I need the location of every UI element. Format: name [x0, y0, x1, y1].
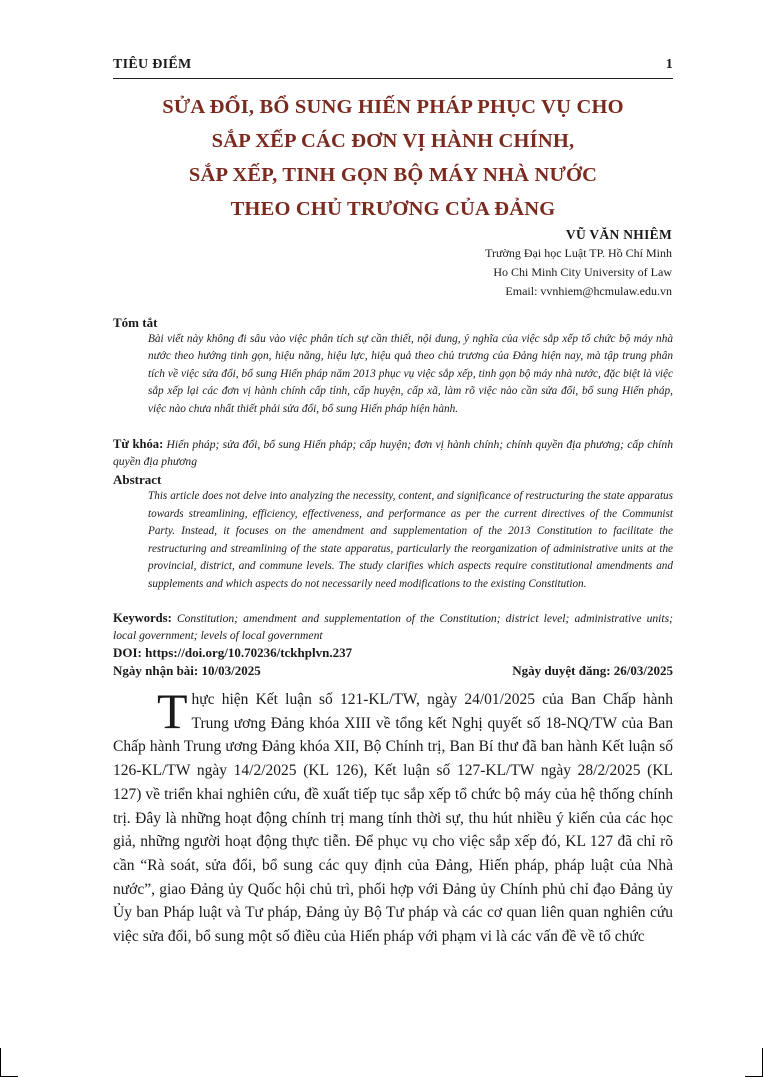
body-paragraph: hực hiện Kết luận số 121-KL/TW, ngày 24/01/2025 của Ban Chấp hành Trung ương Đảng khóa XIII về tổng kết Nghị quyết số 18-NQ/TW của Ban Chấp hành Trung ương Đảng khóa XII, Bộ Chính trị, Ban Bí thư đã ban hành Kết luận số 126-KL/TW ngày 14/2/2025 (KL 126), Kết luận số 127-KL/TW ngày 28/2/2025 (KL 127) về triển khai nghiên cứu, đề xuất tiếp tục sắp xếp tổ chức bộ máy của hệ thống chính trị. Đây là những hoạt động chính trị mang tính thời sự, thu hút nhiều ý kiến của các học giả, những người hoạt động thực tiễn. Để phục vụ cho việc sắp xếp đó, KL 127 đã chỉ rõ cần “Rà soát, sửa đổi, bổ sung các quy định của Đảng, Hiến pháp, pháp luật của Nhà nước”, giao Đảng ủy Quốc hội chủ trì, phối hợp với Đảng ủy Chính phủ chỉ đạo Đảng ủy Ủy ban Pháp luật và Tư pháp, Đảng ủy Bộ Tư pháp và các cơ quan liên quan nghiên cứu việc sửa đổi, bổ sung một số điều của Hiến pháp với phạm vi là các vấn đề về tổ chức — [113, 691, 673, 946]
keywords-vi-label: Từ khóa: — [113, 437, 164, 451]
dates-row — [113, 662, 673, 680]
author-block — [252, 226, 672, 301]
summary-text: Bài viết này không đi sâu vào việc phân tích sự cần thiết, nội dung, ý nghĩa của việc sắp xếp tổ chức bộ máy nhà nước theo hướng tinh gọn, hiệu năng, hiệu lực, hiệu quả theo chủ trương của Đảng hiện nay, mà tập trung phân tích về việc sửa đổi, bổ sung Hiến pháp năm 2013 phục vụ việc sắp xếp, tinh gọn bộ máy nhà nước, đặc biệt là việc sắp xếp lại các đơn vị hành chính cấp tỉnh, cấp huyện, cấp xã, làm rõ việc nào cần sửa đổi, bổ sung Hiến pháp, việc nào chưa nhất thiết phải sửa đổi, bổ sung Hiến pháp hiện hành. — [148, 333, 673, 415]
header-rule — [113, 78, 673, 79]
running-header — [113, 57, 673, 77]
doi-link[interactable]: DOI: https://doi.org/10.70236/tckhplvn.237 — [113, 645, 353, 660]
title-line: SẮP XẾP, TINH GỌN BỘ MÁY NHÀ NƯỚC — [188, 164, 598, 186]
abstract-text: This article does not delve into analyzing the necessity, content, and significance of restructuring the state apparatus towards streamlining, efficiency, effectiveness, and performance as per the current directives of the Communist Party. Instead, it focuses on the amendment and supplementation of the 2013 Constitution to facilitate the restructuring and streamlining of the state apparatus, particularly the reorganization of administrative units at the provincial, district, and commune levels. The study clarifies which aspects require constitutional amendments and supplements and which aspects do not necessarily need modifications to the existing Constitution. — [148, 490, 673, 590]
title-line: SẮP XẾP CÁC ĐƠN VỊ HÀNH CHÍNH, — [211, 130, 575, 152]
received-date: Ngày nhận bài: 10/03/2025 — [113, 663, 261, 678]
author-email: Email: vvnhiem@hcmulaw.edu.vn — [505, 284, 672, 298]
title-line: THEO CHỦ TRƯƠNG CỦA ĐẢNG — [230, 198, 556, 220]
keywords-en-label: Keywords: — [113, 611, 172, 625]
keywords-en — [113, 610, 673, 645]
keywords-vi-text: Hiến pháp; sửa đổi, bổ sung Hiến pháp; cấp huyện; đơn vị hành chính; chính quyền địa phương; cấp chính quyền địa phương — [113, 438, 673, 469]
approved-date: Ngày duyệt đăng: 26/03/2025 — [512, 663, 673, 678]
affiliation-vi: Trường Đại học Luật TP. Hồ Chí Minh — [485, 246, 672, 260]
affiliation-en: Ho Chi Minh City University of Law — [493, 265, 672, 279]
summary-label: Tóm tắt — [113, 315, 158, 330]
keywords-en-text: Constitution; amendment and supplementation of the Constitution; district level; administrative units; local government; levels of local government — [113, 612, 673, 643]
crop-mark — [0, 1048, 1, 1077]
author-name: VŨ VĂN NHIÊM — [565, 227, 672, 242]
article-title — [100, 90, 686, 226]
abstract-label: Abstract — [113, 472, 162, 487]
title-line: SỬA ĐỔI, BỔ SUNG HIẾN PHÁP PHỤC VỤ CHO — [162, 96, 624, 118]
keywords-vi — [113, 436, 673, 471]
section-label: TIÊU ĐIỂM — [113, 57, 192, 72]
page-number: 1 — [665, 57, 673, 72]
body-text — [113, 683, 673, 949]
drop-cap: T — [157, 683, 188, 739]
